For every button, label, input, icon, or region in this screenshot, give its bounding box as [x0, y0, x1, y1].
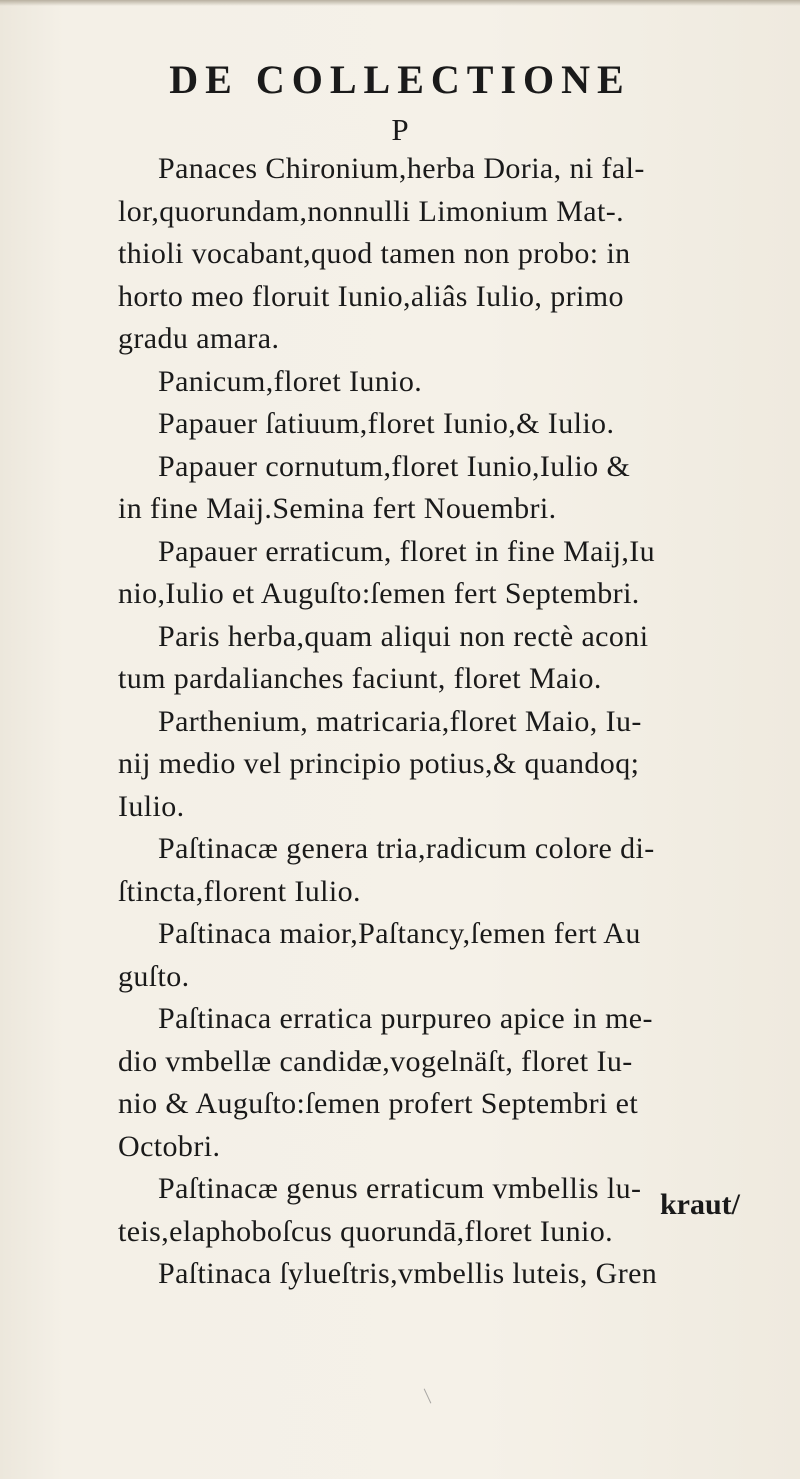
text-line: tum pardalianches faciunt, floret Maio.: [118, 662, 602, 695]
text-line: Papauer cornutum,floret Iunio,Iulio &: [158, 449, 631, 483]
text-line: Papauer erraticum, floret in fine Maij,Iu: [158, 534, 656, 568]
text-line: Parthenium, matricaria,floret Maio, Iu-: [158, 704, 642, 738]
text-line: nij medio vel principio potius,& quandoq;: [118, 747, 640, 780]
text-line: dio vmbellæ candidæ,vogelnäſt, floret Iu-: [118, 1044, 633, 1078]
paper-mark: [424, 1389, 432, 1404]
text-line: Panicum,floret Iunio.: [158, 364, 423, 398]
text-line: ſtincta,florent Iulio.: [118, 874, 361, 908]
running-head: DE COLLECTIONE: [169, 57, 631, 102]
catchword: kraut/: [660, 1188, 741, 1221]
text-line: Octobri.: [118, 1129, 221, 1163]
text-line: Iulio.: [118, 789, 185, 823]
text-line: lor,quorundam,nonnulli Limonium Mat-.: [118, 194, 625, 228]
text-line: Paſtinacæ genera tria,radicum colore di-: [158, 832, 655, 865]
text-line: Papauer ſatiuum,floret Iunio,& Iulio.: [158, 407, 615, 440]
text-line: nio & Auguſto:ſemen profert Septembri et: [118, 1087, 639, 1120]
text-line: Paſtinaca ſylueſtris,vmbellis luteis, Gren: [158, 1257, 658, 1290]
text-line: guſto.: [118, 959, 190, 993]
text-line: thioli vocabant,quod tamen non probo: in: [118, 237, 631, 270]
section-letter: P: [391, 112, 409, 147]
text-line: nio,Iulio et Auguſto:ſemen fert Septembri.: [118, 577, 640, 610]
text-line: gradu amara.: [118, 322, 280, 355]
text-line: Paſtinaca erratica purpureo apice in me-: [158, 1002, 653, 1035]
text-block: [118, 148, 778, 1296]
text-line: Panaces Chironium,herba Doria, ni fal-: [158, 152, 645, 185]
text-line: Paſtinaca maior,Paſtancy,ſemen fert Au: [158, 917, 641, 950]
text-line: Paſtinacæ genus erraticum vmbellis lu-: [158, 1172, 642, 1205]
page-edge-shadow: [0, 0, 800, 6]
text-line: horto meo floruit Iunio,aliâs Iulio, primo: [118, 279, 624, 313]
text-line: teis,elaphoboſcus quorundā,floret Iunio.: [118, 1214, 614, 1248]
text-line: in fine Maij.Semina fert Nouembri.: [118, 492, 557, 525]
text-line: Paris herba,quam aliqui non rectè aconi: [158, 619, 649, 653]
